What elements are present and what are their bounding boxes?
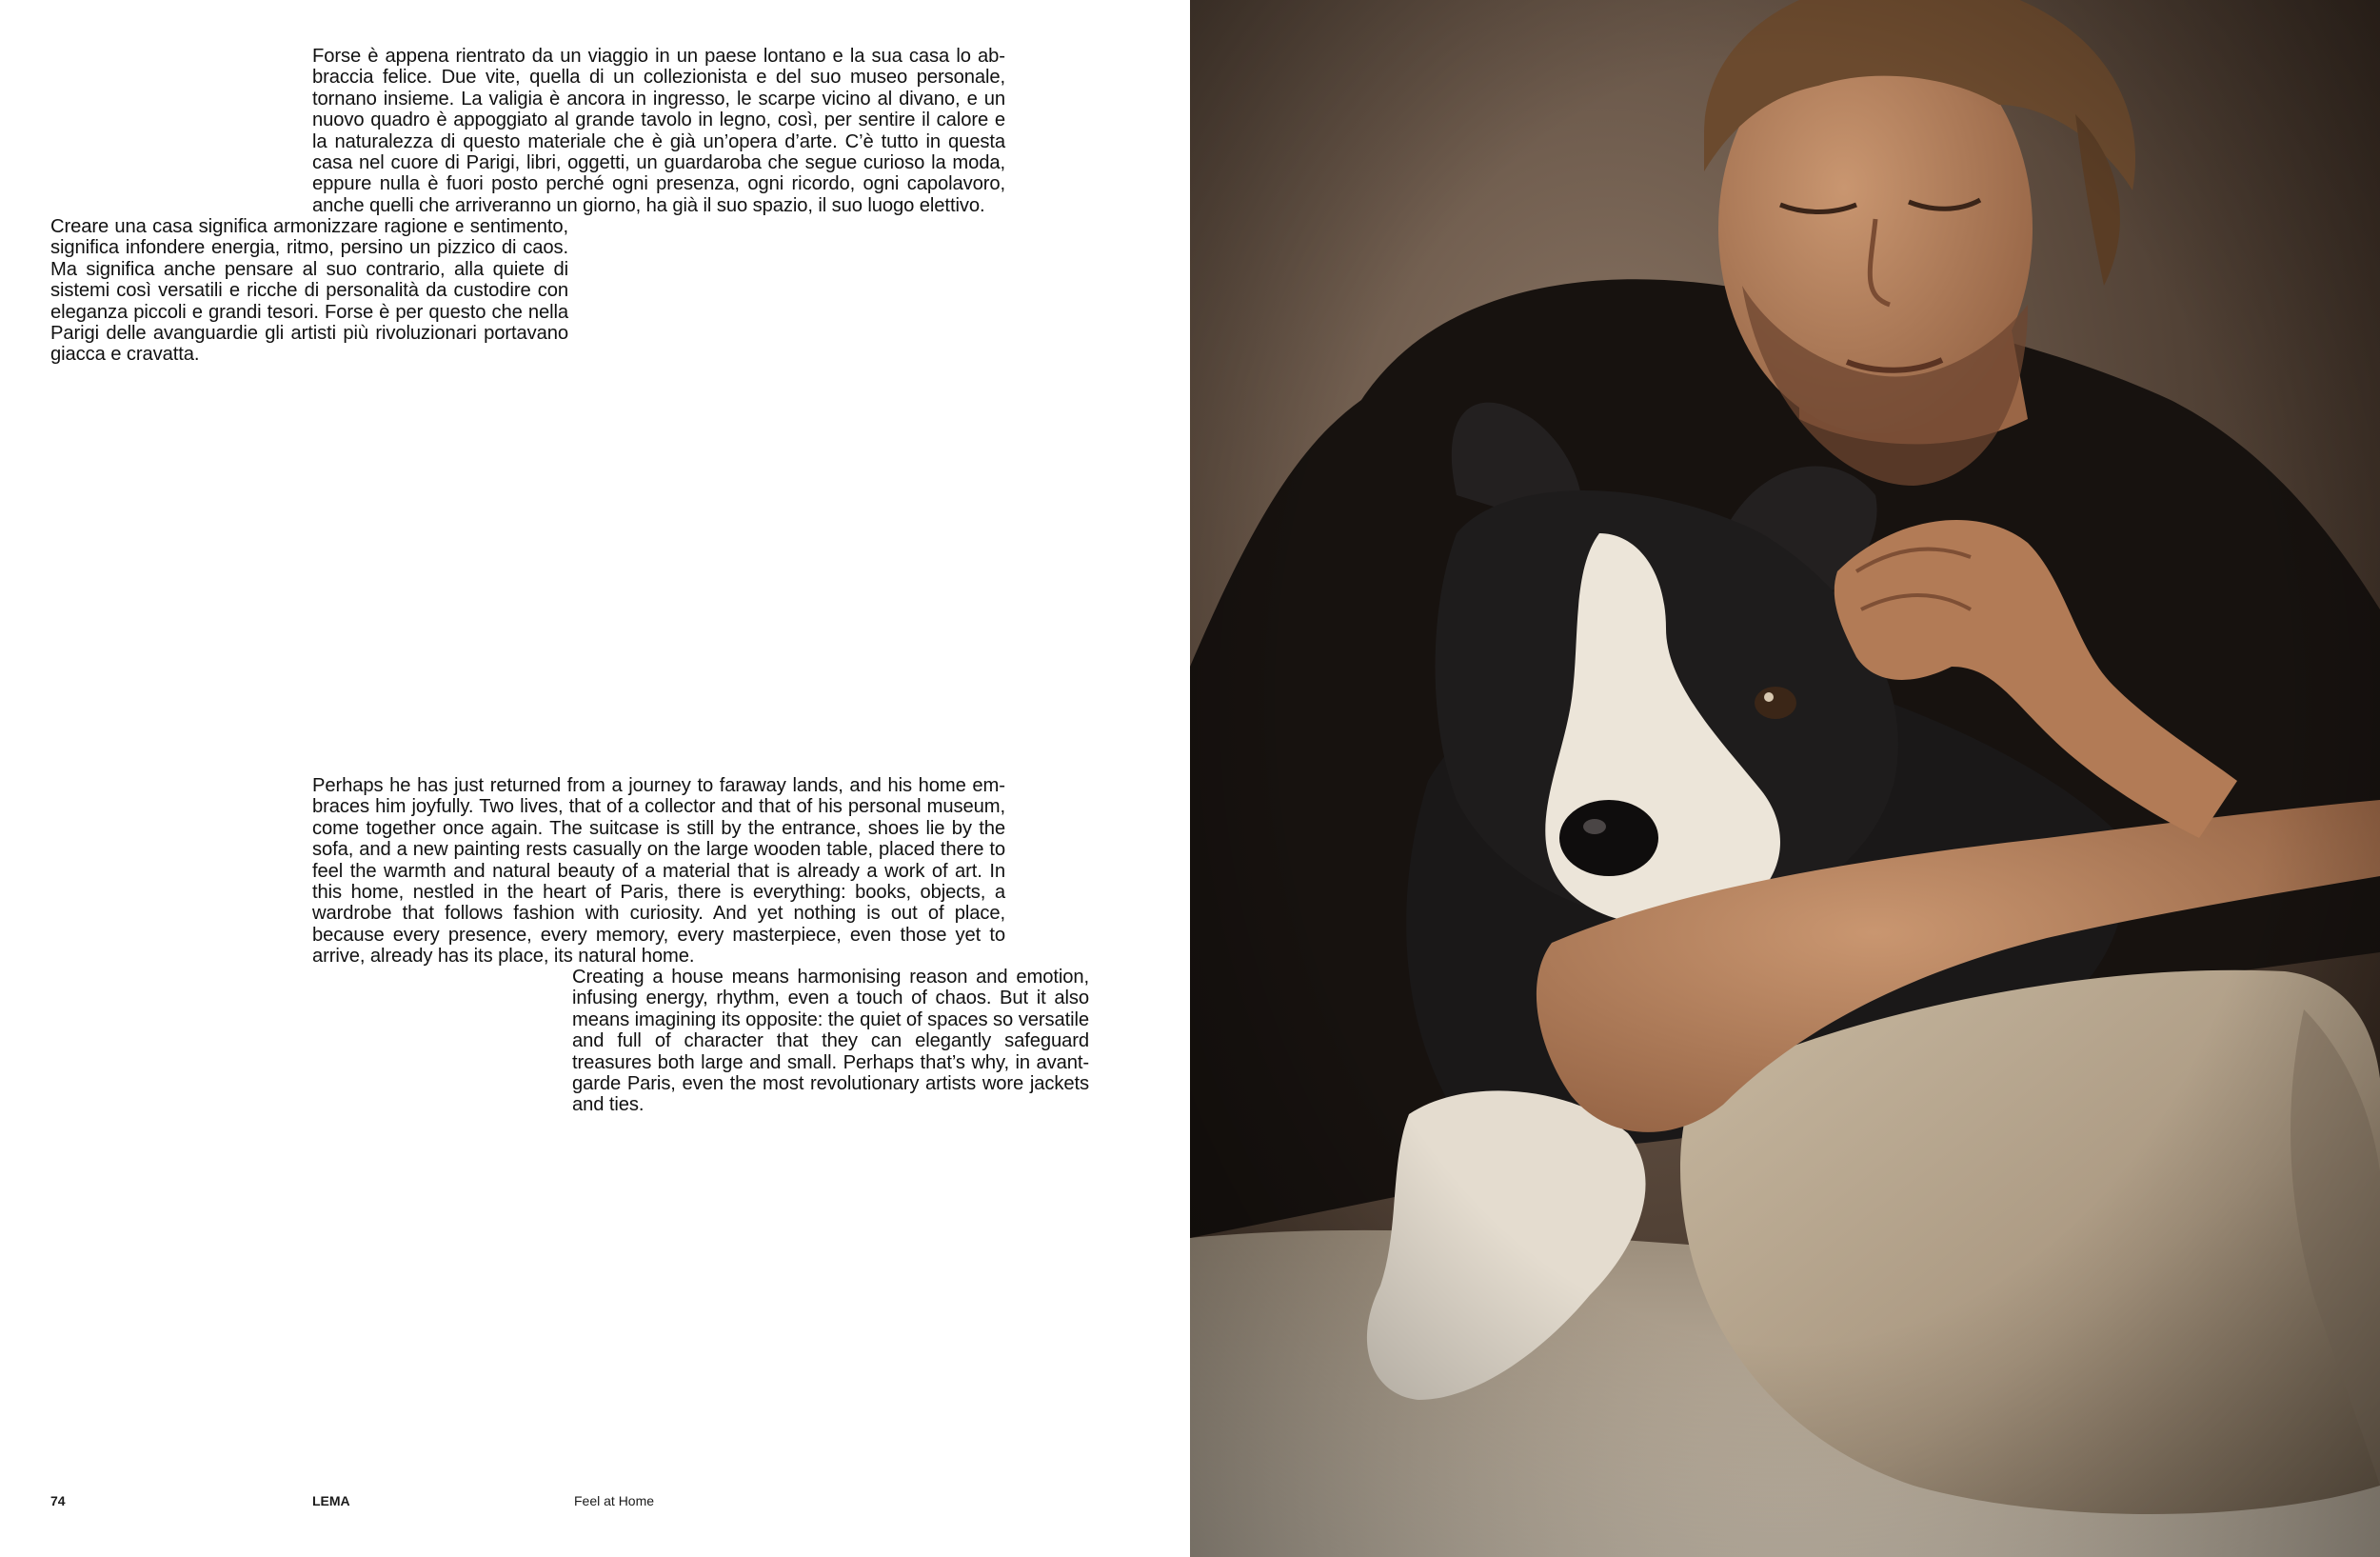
brand-name: LEMA [312,1493,350,1508]
page-number: 74 [50,1493,66,1508]
italian-paragraph-1: Forse è appena rientrato da un viaggio in un paese lontano e la sua casa lo abbraccia felice. Due vite, quella di un collezionista e del suo museo personale, tornano insieme. La valigia è ancora in ingresso, le scarpe vicino al divano, e un nuovo quadro è appoggiato al grande tavolo in legno, così, per sentire il calore e la naturalezza di questo materiale che è già un’opera d’arte. C’è tutto in questa casa nel cuore di Parigi, libri, oggetti, un guardaroba che segue curioso la moda, eppure nulla è fuori posto perché ogni presenza, ogni ricordo, ogni capolavoro, anche quelli che arriveranno un giorno, ha già il suo spazio, il suo luogo elettivo. [312,46,1005,216]
english-paragraph-2: Creating a house means harmonising reason and emotion, infusing energy, rhythm, even a touch of chaos. But it also means imagining its opposite: the quiet of spaces so versatile and full of character that they can elegantly safeguard treasures both large and small. Perhaps that’s why, in avant-garde Paris, even the most revolutionary artists wore jackets and ties. [572,967,1089,1116]
photo-illustration [1190,0,2380,1557]
section-title: Feel at Home [574,1493,655,1508]
italian-paragraph-2: Creare una casa significa armonizzare ragione e sentimento, significa infondere energia, ritmo, persino un pizzico di caos. Ma significa anche pensare al suo contrario, alla quiete di sistemi così versatili e ricche di personalità da custodire con eleganza piccoli e grandi tesori. Forse è per questo che nella Parigi delle avanguardie gli artisti più rivoluzionari portavano giacca e cravatta. [50,216,568,366]
photo-vignette [1190,0,2380,1557]
man-with-dog-photo [1190,0,2380,1557]
english-paragraph-1: Perhaps he has just returned from a journey to faraway lands, and his home embraces him joyfully. Two lives, that of a collector and that of his personal museum, come together once again. The suitcase is still by the entrance, shoes lie by the sofa, and a new painting rests casually on the large wooden table, placed there to feel the warmth and natural beauty of a material that is already a work of art. In this home, nestled in the heart of Paris, there is everything: books, objects, a wardrobe that follows fashion with curiosity. And yet nothing is out of place, because every presence, every memory, every masterpiece, even those yet to arrive, already has its place, its natural home. [312,775,1005,968]
